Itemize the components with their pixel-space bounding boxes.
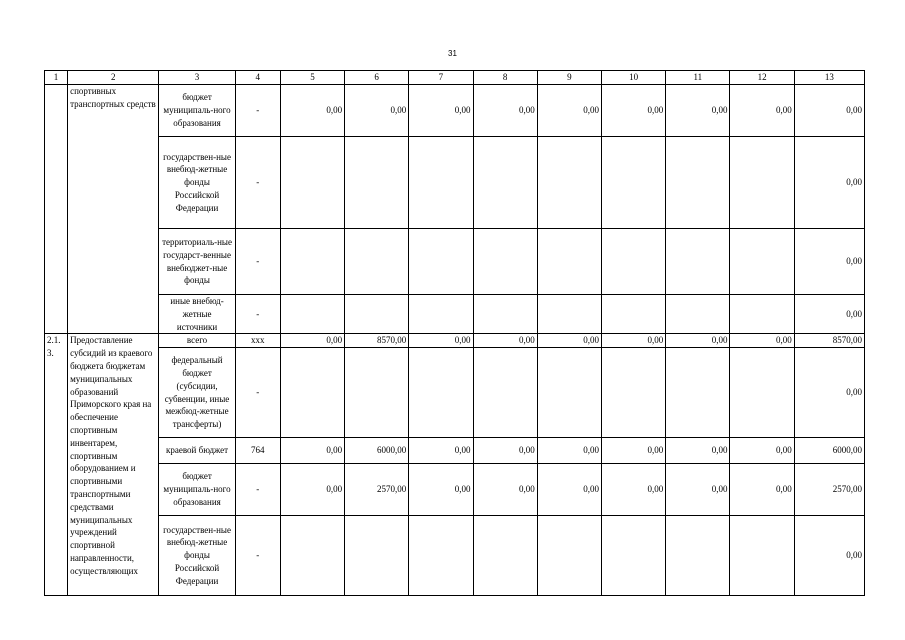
amount-cell: 0,00 [794, 85, 864, 137]
amount-cell [730, 516, 794, 596]
row-number: 2.1. 3. [45, 334, 68, 596]
amount-cell [666, 348, 730, 438]
header-row [45, 71, 865, 85]
amount-cell: 2570,00 [345, 464, 409, 516]
amount-cell: 0,00 [473, 334, 537, 348]
amount-cell [280, 137, 344, 229]
amount-cell [409, 516, 473, 596]
funding-source: иные внебюд-жетные источники [159, 295, 235, 334]
amount-cell [602, 229, 666, 295]
amount-cell [537, 137, 601, 229]
funding-source: территориаль-ные государст-венные внебюджет-ные фонды [159, 229, 235, 295]
header-cell: 9 [537, 71, 601, 85]
funding-source: государствен-ные внебюд-жетные фонды Российской Федерации [159, 516, 235, 596]
amount-cell [473, 137, 537, 229]
amount-cell: 0,00 [537, 464, 601, 516]
table-row [45, 464, 865, 516]
amount-cell: 6000,00 [345, 438, 409, 464]
amount-cell: 0,00 [537, 438, 601, 464]
amount-cell: 0,00 [345, 85, 409, 137]
amount-cell: 0,00 [602, 438, 666, 464]
budget-code: - [235, 137, 280, 229]
amount-cell [666, 295, 730, 334]
amount-cell: 0,00 [537, 85, 601, 137]
table-row [45, 85, 865, 137]
amount-cell [280, 229, 344, 295]
budget-code: - [235, 295, 280, 334]
amount-cell: 0,00 [602, 334, 666, 348]
header-cell: 2 [68, 71, 159, 85]
amount-cell [280, 348, 344, 438]
amount-cell [345, 137, 409, 229]
table-row [45, 438, 865, 464]
header-cell: 7 [409, 71, 473, 85]
header-cell: 10 [602, 71, 666, 85]
amount-cell: 0,00 [473, 85, 537, 137]
amount-cell: 0,00 [730, 438, 794, 464]
header-cell: 11 [666, 71, 730, 85]
budget-code: - [235, 464, 280, 516]
amount-cell: 0,00 [794, 295, 864, 334]
budget-code: - [235, 516, 280, 596]
amount-cell: 0,00 [666, 85, 730, 137]
amount-cell: 0,00 [280, 464, 344, 516]
amount-cell [666, 229, 730, 295]
amount-cell [473, 348, 537, 438]
amount-cell [409, 295, 473, 334]
amount-cell: 0,00 [666, 438, 730, 464]
funding-source: федеральный бюджет (субсидии, субвенции, иные межбюд-жетные трансферты) [159, 348, 235, 438]
amount-cell: 0,00 [280, 334, 344, 348]
header-cell: 3 [159, 71, 235, 85]
amount-cell [473, 295, 537, 334]
activity-name: спортивных транспортных средств [68, 85, 159, 334]
amount-cell [537, 516, 601, 596]
amount-cell: 0,00 [730, 334, 794, 348]
amount-cell [345, 348, 409, 438]
amount-cell: 0,00 [473, 464, 537, 516]
budget-code: 764 [235, 438, 280, 464]
amount-cell: 0,00 [409, 464, 473, 516]
header-cell: 8 [473, 71, 537, 85]
budget-table [44, 70, 865, 596]
activity-name: Предоставление субсидий из краевого бюджета бюджетам муниципальных образований Приморского края на обеспечение спортивным инвентарем, спортивным оборудованием и спортивными транспортными средствами муниципальных учреждений спортивной направленности, осуществляющих [68, 334, 159, 596]
amount-cell [602, 348, 666, 438]
amount-cell: 8570,00 [794, 334, 864, 348]
amount-cell: 0,00 [409, 334, 473, 348]
amount-cell [280, 295, 344, 334]
amount-cell: 0,00 [280, 438, 344, 464]
table-row [45, 229, 865, 295]
budget-code: xxx [235, 334, 280, 348]
amount-cell [537, 348, 601, 438]
page-number: 31 [448, 49, 457, 58]
amount-cell: 0,00 [794, 229, 864, 295]
header-cell: 4 [235, 71, 280, 85]
amount-cell: 0,00 [666, 464, 730, 516]
amount-cell [730, 348, 794, 438]
table-row [45, 137, 865, 229]
header-cell: 6 [345, 71, 409, 85]
row-number [45, 85, 68, 334]
amount-cell [602, 295, 666, 334]
amount-cell: 0,00 [473, 438, 537, 464]
amount-cell [280, 516, 344, 596]
amount-cell: 0,00 [794, 137, 864, 229]
funding-source: государствен-ные внебюд-жетные фонды Российской Федерации [159, 137, 235, 229]
amount-cell: 0,00 [602, 464, 666, 516]
amount-cell [602, 516, 666, 596]
amount-cell: 0,00 [280, 85, 344, 137]
amount-cell [409, 137, 473, 229]
table-row [45, 295, 865, 334]
amount-cell [473, 229, 537, 295]
amount-cell: 0,00 [602, 85, 666, 137]
amount-cell: 6000,00 [794, 438, 864, 464]
amount-cell [730, 137, 794, 229]
amount-cell: 8570,00 [345, 334, 409, 348]
amount-cell [730, 295, 794, 334]
header-cell: 5 [280, 71, 344, 85]
amount-cell [666, 137, 730, 229]
budget-code: - [235, 85, 280, 137]
header-cell: 13 [794, 71, 864, 85]
amount-cell [345, 516, 409, 596]
amount-cell [537, 295, 601, 334]
amount-cell: 0,00 [409, 85, 473, 137]
header-cell: 1 [45, 71, 68, 85]
amount-cell: 0,00 [794, 348, 864, 438]
amount-cell [602, 137, 666, 229]
amount-cell: 0,00 [537, 334, 601, 348]
funding-source: всего [159, 334, 235, 348]
amount-cell: 0,00 [730, 85, 794, 137]
amount-cell [730, 229, 794, 295]
funding-source: бюджет муниципаль-ного образования [159, 464, 235, 516]
amount-cell [345, 229, 409, 295]
header-cell: 12 [730, 71, 794, 85]
amount-cell: 0,00 [409, 438, 473, 464]
budget-code: - [235, 348, 280, 438]
table-row [45, 334, 865, 348]
funding-source: бюджет муниципаль-ного образования [159, 85, 235, 137]
amount-cell [409, 348, 473, 438]
budget-code: - [235, 229, 280, 295]
table-row [45, 348, 865, 438]
amount-cell [537, 229, 601, 295]
amount-cell: 0,00 [794, 516, 864, 596]
amount-cell: 0,00 [730, 464, 794, 516]
amount-cell [473, 516, 537, 596]
amount-cell [409, 229, 473, 295]
amount-cell: 0,00 [666, 334, 730, 348]
funding-source: краевой бюджет [159, 438, 235, 464]
amount-cell: 2570,00 [794, 464, 864, 516]
amount-cell [666, 516, 730, 596]
amount-cell [345, 295, 409, 334]
table-row [45, 516, 865, 596]
